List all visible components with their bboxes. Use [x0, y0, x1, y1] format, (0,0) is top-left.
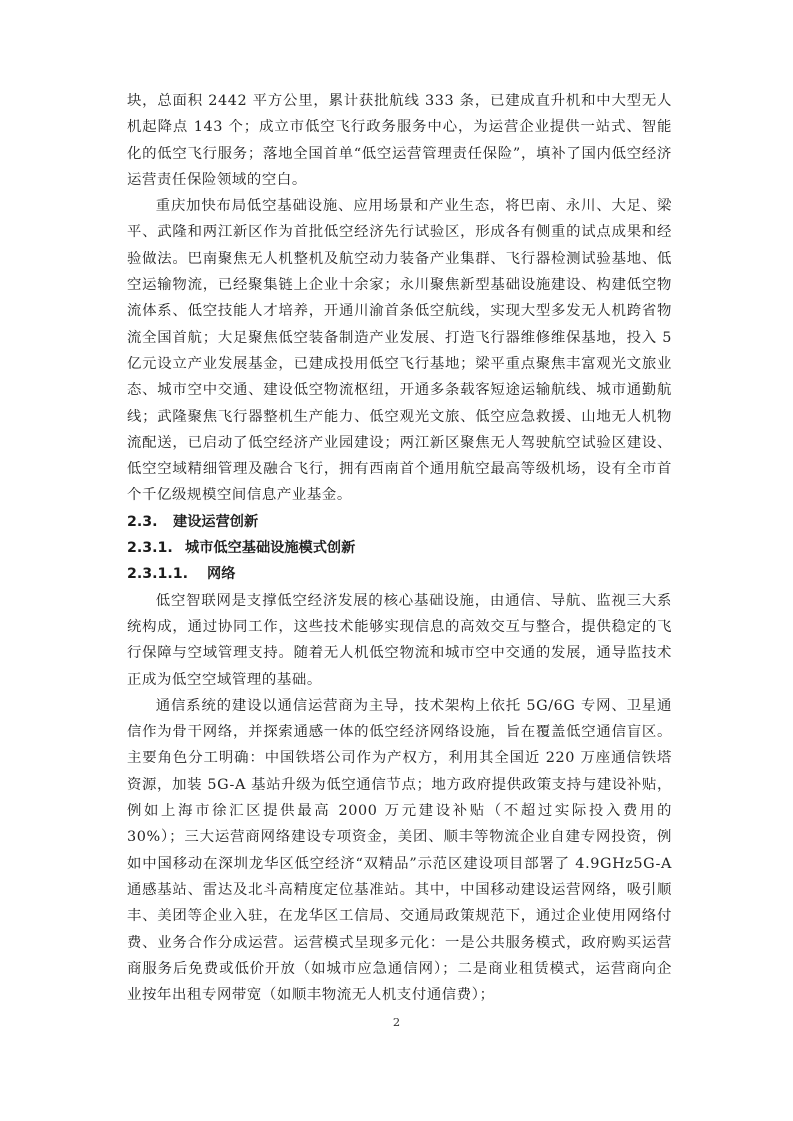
section-heading-2-3 — [127, 509, 672, 535]
section-number: 2.3.1.1. — [127, 566, 189, 583]
section-title: 城市低空基础设施模式创新 — [185, 540, 356, 557]
section-title: 建设运营创新 — [173, 513, 259, 530]
paragraph-continuation: 块，总面积 2442 平方公里，累计获批航线 333 条，已建成直升机和中大型无人机起降点 143 个；成立市低空飞行政务服务中心，为运营企业提供一站式、智能化的低空飞行服务；落地全国首单“低空运营管理责任保险”，填补了国内低空经济运营责任保险领域的空白。 — [127, 93, 672, 188]
page-content — [127, 88, 672, 1008]
section-title: 网络 — [207, 566, 236, 583]
section-number: 2.3. — [127, 513, 158, 530]
page-number: 2 — [392, 1015, 401, 1029]
paragraph-chongqing: 重庆加快布局低空基础设施、应用场景和产业生态，将巴南、永川、大足、梁平、武隆和两江新区作为首批低空经济先行试验区，形成各有侧重的试点成果和经验做法。巴南聚焦无人机整机及航空动力装备产业集群、飞行器检测试验基地、低空运输物流，已经聚集链上企业十余家；永川聚焦新型基础设施建设、构建低空物流体系、低空技能人才培养，开通川渝首条低空航线，实现大型多发无人机跨省物流全国首航；大足聚焦低空装备制造产业发展、打造飞行器维修维保基地，投入 5 亿元设立产业发展基金，已建成投用低空飞行基地；梁平重点聚焦丰富观光文旅业态、城市空中交通、建设低空物流枢纽，开通多条载客短途运输航线、城市通勤航线；武隆聚焦飞行器整机生产能力、低空观光文旅、低空应急救援、山地无人机物流配送，已启动了低空经济产业园建设；两江新区聚焦无人驾驶航空试验区建设、低空空域精细管理及融合飞行，拥有西南首个通用航空最高等级机场，设有全市首个千亿级规模空间信息产业基金。 — [127, 198, 672, 504]
paragraph-communication-system: 通信系统的建设以通信运营商为主导，技术架构上依托 5G/6G 专网、卫星通信作为骨干网络，并探索通感一体的低空经济网络设施，旨在覆盖低空通信盲区。主要角色分工明确：中国铁塔公司作为产权方，利用其全国近 220 万座通信铁塔资源，加装 5G-A 基站升级为低空通信节点；地方政府提供政策支持与建设补贴，例如上海市徐汇区提供最高 2000 万元建设补贴（不超过实际投入费用的 30%）；三大运营商网络建设专项资金，美团、顺丰等物流企业自建专网投资，例如中国移动在深圳龙华区低空经济“双精品”示范区建设项目部署了 4.9GHz5G-A 通感基站、雷达及北斗高精度定位基准站。其中，中国移动建设运营网络，吸引顺丰、美团等企业入驻，在龙华区工信局、交通局政策规范下，通过企业使用网络付费、业务合作分成运营。运营模式呈现多元化：一是公共服务模式，政府购买运营商服务后免费或低价开放（如城市应急通信网）；二是商业租赁模式，运营商向企业按年出租专网带宽（如顺丰物流无人机支付通信费）； — [127, 697, 672, 1004]
paragraph-low-altitude-network: 低空智联网是支撑低空经济发展的核心基础设施，由通信、导航、监视三大系统构成，通过协同工作，这些技术能够实现信息的高效交互与整合，提供稳定的飞行保障与空域管理支持。随着无人机低空物流和城市空中交通的发展，通导监技术正成为低空空域管理的基础。 — [127, 592, 672, 688]
section-heading-2-3-1-1 — [127, 561, 672, 587]
section-heading-2-3-1 — [127, 535, 672, 561]
section-number: 2.3.1. — [127, 540, 173, 557]
